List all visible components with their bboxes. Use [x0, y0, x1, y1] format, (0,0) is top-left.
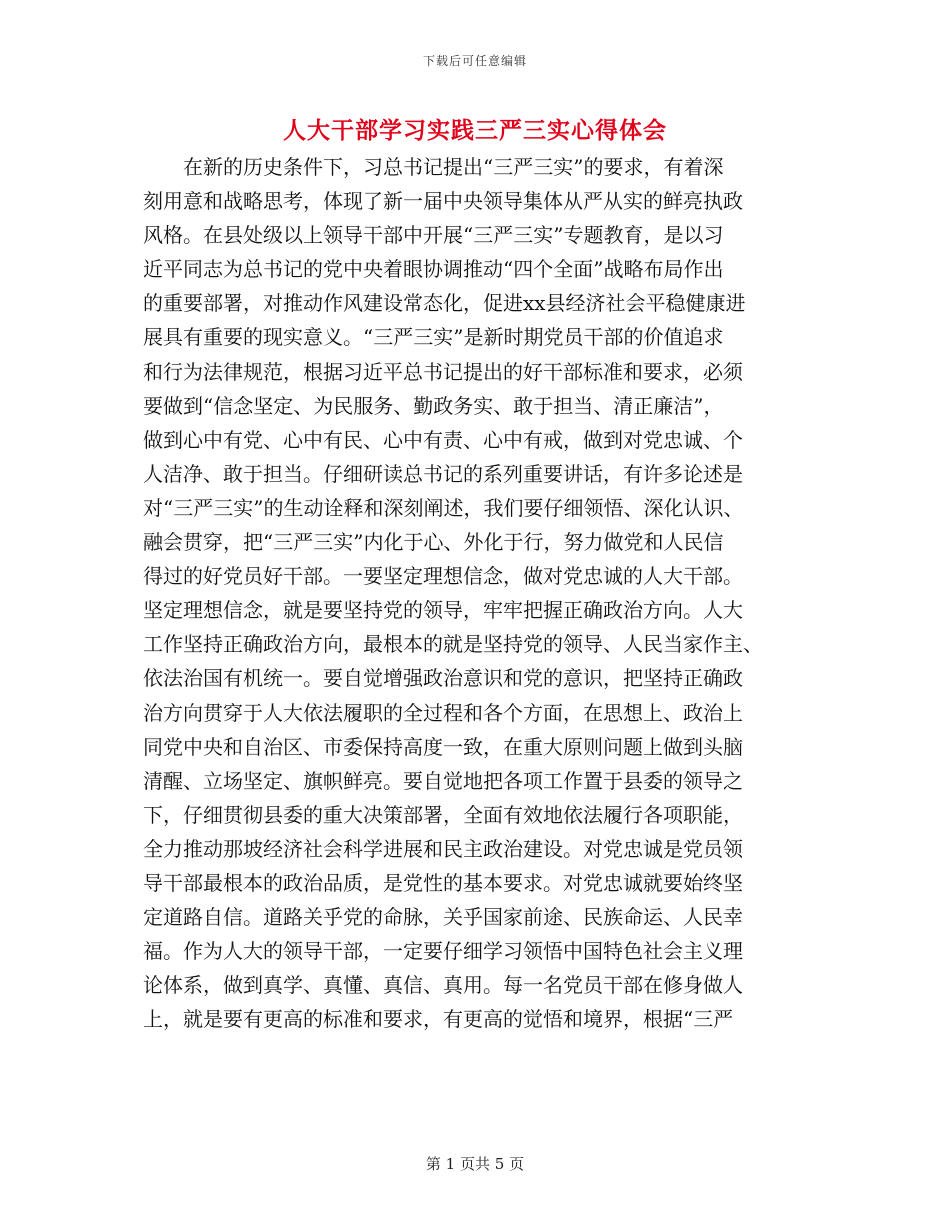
- body-line: 要做到“信念坚定、为民服务、勤政务实、敢于担当、清正廉洁”，: [143, 393, 724, 418]
- body-line: 治方向贯穿于人大依法履职的全过程和各个方面，在思想上、政治上: [143, 700, 743, 725]
- body-line: 和行为法律规范，根据习近平总书记提出的好干部标准和要求，必须: [143, 359, 743, 384]
- document-body: [143, 150, 807, 1036]
- body-line: 的重要部署，对推动作风建设常态化，促进xx县经济社会平稳健康进: [143, 291, 746, 316]
- body-line: 在新的历史条件下，习总书记提出“三严三实”的要求，有着深: [183, 155, 724, 179]
- body-line: 融会贯穿，把“三严三实”内化于心、外化于行，努力做党和人民信: [143, 530, 724, 555]
- body-line: 对“三严三实”的生动诠释和深刻阐述，我们要仔细领悟、深化认识、: [143, 495, 744, 520]
- body-line: 导干部最根本的政治品质，是党性的基本要求。对党忠诚就要始终坚: [143, 870, 743, 895]
- document-title: 人大干部学习实践三严三实心得体会: [283, 117, 667, 144]
- page-header-note: 下载后可任意编辑: [422, 54, 527, 68]
- body-line: 风格。在县处级以上领导干部中开展“三严三实”专题教育，是以习: [143, 223, 724, 248]
- body-line: 上，就是要有更高的标准和要求，有更高的觉悟和境界，根据“三严: [143, 1007, 734, 1032]
- body-line: 展具有重要的现实意义。“三严三实”是新时期党员干部的价值追求: [143, 325, 724, 350]
- body-line: 同党中央和自治区、市委保持高度一致，在重大原则问题上做到头脑: [143, 734, 743, 759]
- body-line: 工作坚持正确政治方向，最根本的就是坚持党的领导、人民当家作主、: [143, 632, 763, 657]
- page-number-footer: 第 1 页共 5 页: [425, 1155, 525, 1173]
- body-line: 近平同志为总书记的党中央着眼协调推动“四个全面”战略布局作出: [143, 257, 724, 282]
- body-line: 做到心中有党、心中有民、心中有责、心中有戒，做到对党忠诚、个: [143, 427, 743, 452]
- body-line: 全力推动那坡经济社会科学进展和民主政治建设。对党忠诚是党员领: [143, 836, 743, 861]
- body-line: 下，仔细贯彻县委的重大决策部署，全面有效地依法履行各项职能，: [143, 802, 743, 827]
- body-line: 定道路自信。道路关乎党的命脉，关乎国家前途、民族命运、人民幸: [143, 905, 743, 930]
- body-line: 得过的好党员好干部。一要坚定理想信念，做对党忠诚的人大干部。: [143, 564, 743, 589]
- body-line: 坚定理想信念，就是要坚持党的领导，牢牢把握正确政治方向。人大: [143, 598, 743, 623]
- body-line: 依法治国有机统一。要自觉增强政治意识和党的意识，把坚持正确政: [143, 666, 743, 691]
- body-line: 论体系，做到真学、真懂、真信、真用。每一名党员干部在修身做人: [143, 973, 743, 998]
- body-line: 清醒、立场坚定、旗帜鲜亮。要自觉地把各项工作置于县委的领导之: [143, 768, 743, 793]
- body-line: 刻用意和战略思考，体现了新一届中央领导集体从严从实的鲜亮执政: [143, 189, 743, 214]
- body-line: 福。作为人大的领导干部，一定要仔细学习领悟中国特色社会主义理: [143, 939, 743, 964]
- body-line: 人洁净、敢于担当。仔细研读总书记的系列重要讲话，有许多论述是: [143, 461, 743, 486]
